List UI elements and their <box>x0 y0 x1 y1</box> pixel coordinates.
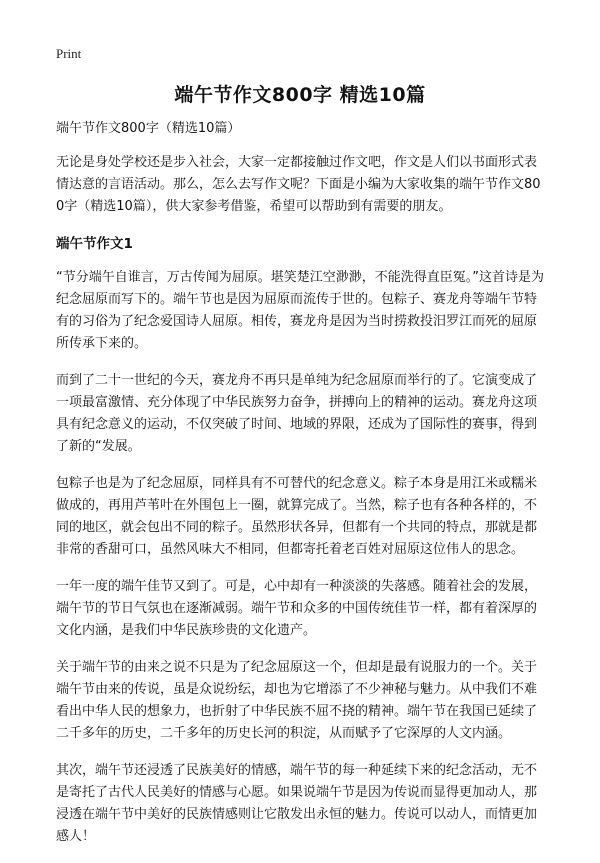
paragraph: 其次，端午节还浸透了民族美好的情感，端午节的每一种延续下来的纪念活动，无不是寄托了古代人民美好的情感与心愿。如果说端午节是因为传说而显得更加动人，那浸透在端午节中美好的民族情感则让它散发出永恒的魅力。传说可以动人，而情更加感人！ <box>56 763 538 844</box>
section-heading: 端午节作文1 <box>56 236 133 252</box>
paragraph: 关于端午节的由来之说不只是为了纪念屈原这一个，但却是最有说服力的一个。关于端午节由来的传说，虽是众说纷纭，却也为它增添了不少神秘与魅力。从中我们不难看出中华人民的想象力，也折射了中华民族不屈不挠的精神。端午节在我国已延续了二千多年的历史，二千多年的历史长河的积淀，从而赋予了它深厚的人文内涵。 <box>56 660 538 741</box>
page-title: 端午节作文800字 精选10篇 <box>174 84 426 106</box>
paragraph: 包粽子也是为了纪念屈原，同样具有不可替代的纪念意义。粽子本身是用江米或糯米做成的，再用芦苇叶在外围包上一圈，就算完成了。当然，粽子也有各种各样的，不同的地区，就会包出不同的粽子。虽然形状各异，但都有一个共同的特点，那就是都非常的香甜可口，虽然风味大不相同，但都寄托着老百姓对屈原这位伟人的思念。 <box>56 476 538 557</box>
paragraph: 一年一度的端午佳节又到了。可是，心中却有一种淡淡的失落感。随着社会的发展，端午节的节日气氛也在逐渐减弱。端午节和众多的中国传统佳节一样，都有着深厚的文化内涵，是我们中华民族珍贵的文化遗产。 <box>56 579 538 638</box>
article-subtitle: 端午节作文800字（精选10篇） <box>56 121 241 136</box>
article-body <box>56 118 548 863</box>
paragraph: “节分端午自谁言，万古传闻为屈原。堪笑楚江空渺渺，不能洗得直臣冤。”这首诗是为纪念屈原而写下的。端午节也是因为屈原而流传于世的。包粽子、赛龙舟等端午节特有的习俗为了纪念爱国诗人屈原。相传，赛龙舟是因为当时捞救投汨罗江而死的屈原所传承下来的。 <box>56 270 544 351</box>
paragraph: 而到了二十一世纪的今天，赛龙舟不再只是单纯为纪念屈原而举行的了。它演变成了一项最富激情、充分体现了中华民族努力奋争，拼搏向上的精神的运动。赛龙舟这项具有纪念意义的运动，不仅突破了时间、地域的界限，还成为了国际性的赛事，得到了新的“发展。 <box>56 373 538 454</box>
intro-paragraph: 无论是身处学校还是步入社会，大家一定都接触过作文吧，作文是人们以书面形式表情达意的言语活动。那么，怎么去写作文呢？下面是小编为大家收集的端午节作文800字（精选10篇），供大家参考借鉴，希望可以帮助到有需要的朋友。 <box>56 155 541 214</box>
print-link[interactable]: Print <box>56 46 82 61</box>
